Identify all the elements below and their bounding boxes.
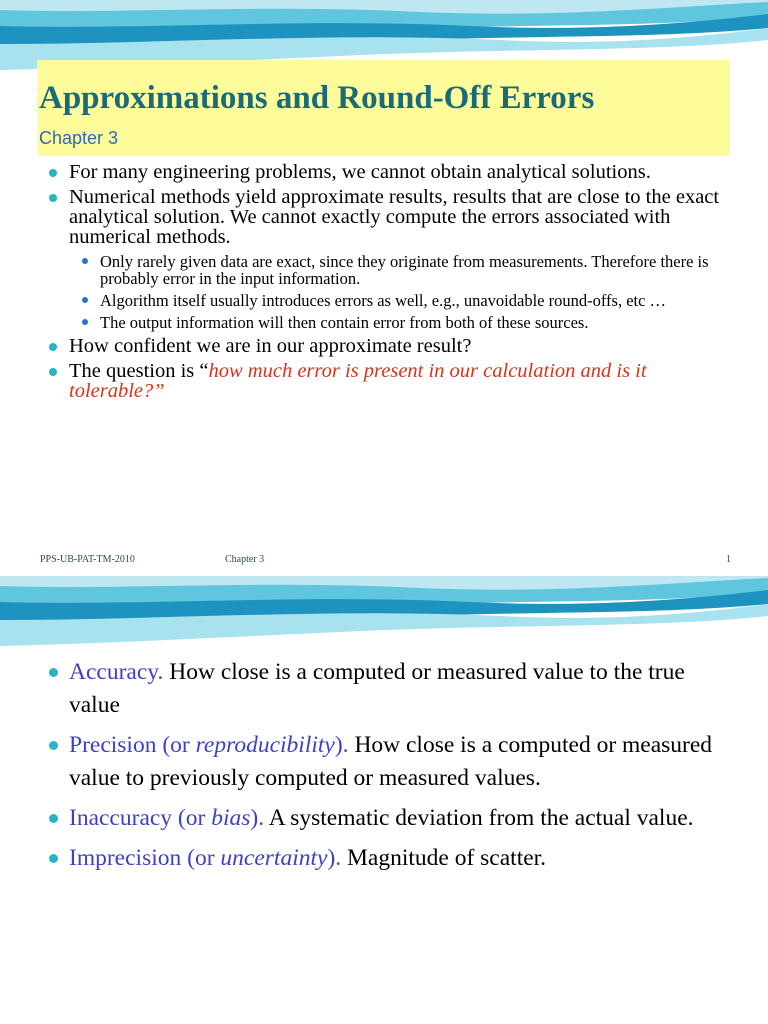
definition-term bbox=[69, 845, 341, 871]
definition-text: Magnitude of scatter. bbox=[341, 845, 547, 871]
term-italic: reproducibility bbox=[195, 732, 335, 758]
term-italic: bias bbox=[211, 805, 251, 831]
slide-title: Approximations and Round-Off Errors bbox=[39, 80, 595, 116]
slide-subtitle: Chapter 3 bbox=[39, 128, 119, 148]
footer-center: Chapter 3 bbox=[225, 554, 265, 565]
definition-text: A systematic deviation from the actual value. bbox=[264, 805, 694, 831]
question-lead: The question is “ bbox=[69, 360, 209, 382]
bullet-text: For many engineering problems, we cannot obtain analytical solutions. bbox=[69, 161, 651, 183]
page-number: 1 bbox=[726, 554, 731, 565]
title-box bbox=[37, 60, 730, 156]
definition-list bbox=[48, 656, 738, 882]
term-text: Inaccuracy (or bbox=[69, 805, 212, 831]
wave-header-decoration bbox=[0, 576, 768, 646]
bullet-item bbox=[48, 187, 728, 331]
sub-bullet-item bbox=[79, 292, 728, 309]
term-end: ). bbox=[334, 732, 349, 758]
bullet-item bbox=[48, 361, 728, 401]
definition-item bbox=[48, 842, 738, 875]
term-text: Imprecision (or bbox=[69, 845, 221, 871]
term-end: ). bbox=[250, 805, 265, 831]
term-italic: uncertainty bbox=[220, 845, 328, 871]
sub-bullet-list bbox=[69, 253, 728, 331]
bullet-text: How confident we are in our approximate result? bbox=[69, 335, 472, 357]
bullet-text: Numerical methods yield approximate results, results that are close to the exact analytical solution. We cannot exactly compute the errors associated with numerical methods. bbox=[69, 186, 720, 248]
term-end: ). bbox=[327, 845, 342, 871]
definition-term bbox=[69, 659, 163, 685]
bullet-list bbox=[48, 162, 728, 406]
sub-bullet-text: The output information will then contain error from both of these sources. bbox=[100, 313, 589, 332]
sub-bullet-text: Algorithm itself usually introduces errors as well, e.g., unavoidable round-offs, etc … bbox=[100, 291, 667, 310]
bullet-item bbox=[48, 162, 728, 182]
sub-bullet-text: Only rarely given data are exact, since they originate from measurements. Therefore there is probably error in the input information. bbox=[100, 252, 709, 288]
definition-text: How close is a computed or measured value to previously computed or measured values. bbox=[69, 732, 713, 791]
definition-item bbox=[48, 802, 738, 835]
sub-bullet-item bbox=[79, 253, 728, 287]
footer-left: PPS-UB-PAT-TM-2010 bbox=[40, 554, 135, 565]
term-text: Accuracy. bbox=[69, 659, 164, 685]
definition-item bbox=[48, 656, 738, 722]
question-emphasis: how much error is present in our calculation and is it tolerable?” bbox=[69, 360, 647, 402]
slide-2 bbox=[0, 576, 768, 1024]
definition-text: How close is a computed or measured value to the true value bbox=[69, 659, 685, 718]
definition-term bbox=[69, 732, 349, 758]
term-text: Precision (or bbox=[69, 732, 196, 758]
sub-bullet-item bbox=[79, 314, 728, 331]
bullet-item bbox=[48, 336, 728, 356]
definition-item bbox=[48, 729, 738, 795]
definition-term bbox=[69, 805, 264, 831]
